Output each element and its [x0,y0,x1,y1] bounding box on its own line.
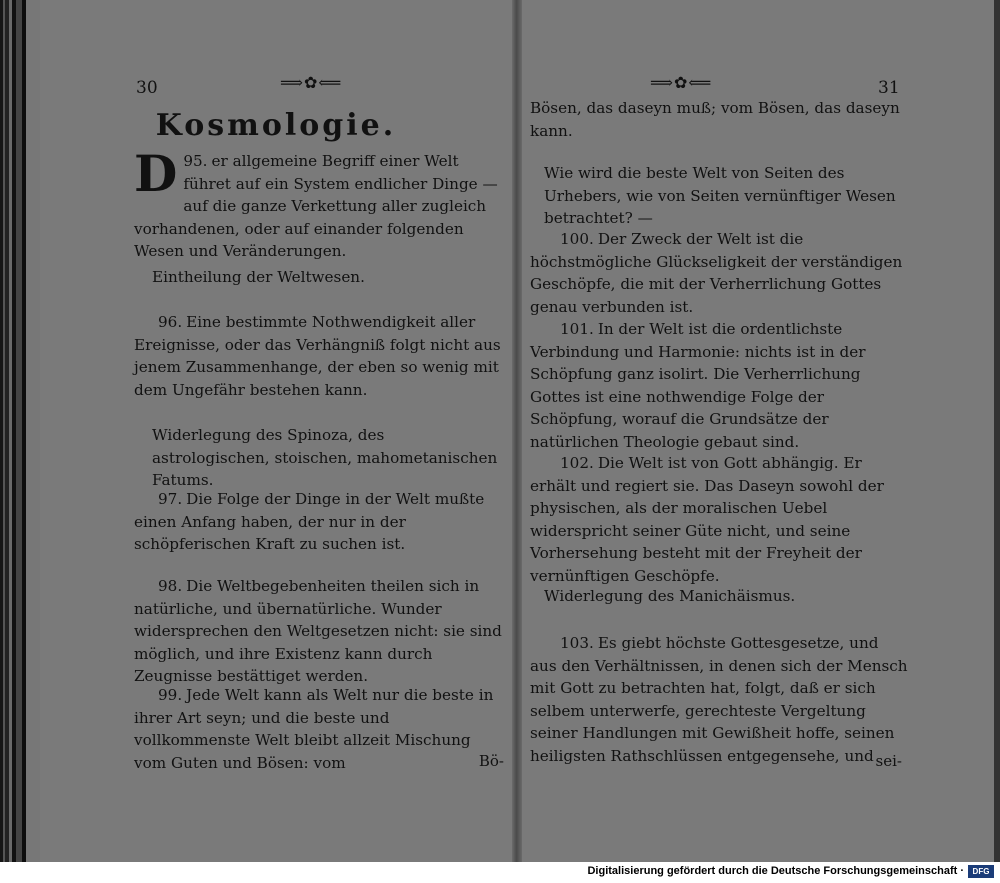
right-page [522,0,994,862]
footer-bar [0,862,1000,883]
chapter-title: Kosmologie. [155,108,397,143]
paragraph-text: In der Welt ist die ordentlichste Verbindung und Harmonie: nichts ist in der Schöpfung ganz isolirt. Die Verherrlichung Gottes ist eine nothwendige Folge der Schöpfung, worauf die Grundsätze der natürlichen Theologie gebaut sind. [530,320,866,451]
paragraph-number: 103. [560,634,594,652]
paragraph-100 [530,228,908,318]
paragraph-text: Jede Welt kann als Welt nur die beste in ihrer Art seyn; und die beste und vollkommenste Welt bleibt allzeit Mischung vom Guten und Bösen: vom [134,686,494,772]
paragraph-103 [530,632,908,767]
section-heading: Widerlegung des Manichäismus. [544,587,796,605]
paragraph-continuation: Bösen, das daseyn muß; vom Bösen, das daseyn kann. [530,99,900,140]
paragraph-number: 96. [158,313,183,331]
page-number: 31 [878,78,900,98]
paragraph-text: er allgemeine Begriff einer Welt führet auf ein System endlicher Dinge — auf die ganze Verkettung aller zugleich vorhandenen, oder auf einander folgenden Wesen und Veränderungen. [134,152,498,260]
page-number: 30 [136,78,158,98]
paragraph-text: Die Weltbegebenheiten theilen sich in natürliche, und übernatürliche. Wunder widersprechen den Weltgesetzen nicht: sie sind möglich, und ihre Existenz kann durch Zeugnisse bestättiget werden. [134,577,502,685]
header-ornament-icon: ⟹✿⟸ [280,73,343,92]
paragraph-number: 100. [560,230,594,248]
left-page [40,0,512,862]
paragraph-96 [134,311,506,401]
paragraph-text: Eine bestimmte Nothwendigkeit aller Ereignisse, oder das Verhängniß folgt nicht aus jenem Zusammenhange, der eben so wenig mit dem Ungefähr bestehen kann. [134,313,501,399]
book-edge-right [994,0,1000,862]
book-gutter [512,0,522,862]
paragraph-text: Die Folge der Dinge in der Welt mußte einen Anfang haben, der nur in der schöpferischen Kraft zu suchen ist. [134,490,485,553]
header-ornament-icon: ⟹✿⟸ [650,73,713,92]
question-heading: Wie wird die beste Welt von Seiten des Urhebers, wie von Seiten vernünftiger Wesen betrachtet? — [544,164,896,227]
catchword: sei- [875,752,902,770]
dropcap: D [134,144,178,203]
paragraph-98 [134,575,506,688]
paragraph-101 [530,318,908,453]
section-heading: Eintheilung der Weltwesen. [152,268,365,286]
paragraph-number: 97. [158,490,183,508]
paragraph-102 [530,452,908,587]
dfg-logo-icon[interactable]: DFG [968,865,994,878]
paragraph-text: Es giebt höchste Gottesgesetze, und aus den Verhältnissen, in denen sich der Mensch mit Gott zu betrachten hat, folgt, daß er sich selbem unterwerfe, gerechteste Vergeltung seiner Handlungen mit Gewißheit hoffe, seinen heiligsten Rathschlüssen entgegensehe, und [530,634,908,765]
paragraph-number: 95. [183,152,208,170]
section-heading: Widerlegung des Spinoza, des astrologischen, stoischen, mahometanischen Fatums. [152,426,498,489]
paragraph-99 [134,684,506,774]
paragraph-text: Die Welt ist von Gott abhängig. Er erhält und regiert sie. Das Daseyn sowohl der physischen, als der moralischen Uebel widerspricht seiner Güte nicht, und seine Vorhersehung besteht mit der Freyheit der vernünftigen Geschöpfe. [530,454,884,585]
paragraph-97 [134,488,506,556]
paragraph-number: 102. [560,454,594,472]
funding-credit: Digitalisierung gefördert durch die Deutsche Forschungsgemeinschaft · [587,865,964,877]
catchword: Bö- [478,752,504,770]
paragraph-number: 98. [158,577,183,595]
paragraph-number: 101. [560,320,594,338]
book-edge-left [0,0,40,862]
paragraph-number: 99. [158,686,183,704]
paragraph-95 [134,144,506,263]
paragraph-text: Der Zweck der Welt ist die höchstmögliche Glückseligkeit der verständigen Geschöpfe, die mit der Verherrlichung Gottes genau verbunden ist. [530,230,903,316]
